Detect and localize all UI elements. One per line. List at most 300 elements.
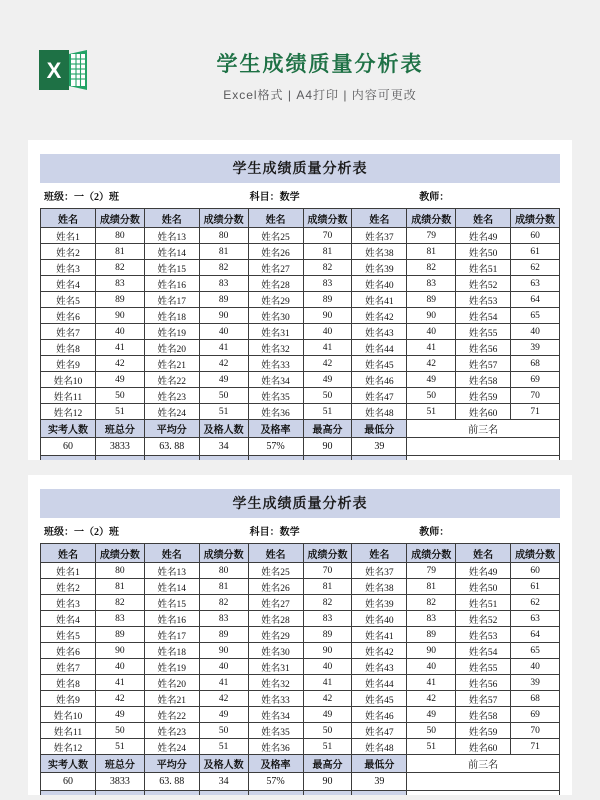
cell-student-name[interactable]: 姓名32 (248, 340, 303, 356)
summary-value[interactable]: 90 (303, 438, 352, 456)
summary-value[interactable]: 60 (41, 438, 96, 456)
cell-student-name[interactable]: 姓名34 (248, 372, 303, 388)
scores-table[interactable] (40, 208, 560, 460)
cell-score[interactable]: 82 (407, 595, 456, 611)
summary-label: 及格人数 (199, 420, 248, 438)
cell-student-name[interactable]: 姓名38 (352, 579, 407, 595)
page-banner (0, 0, 600, 130)
cell-score[interactable]: 68 (511, 356, 560, 372)
cell-student-name[interactable]: 姓名22 (144, 372, 199, 388)
cell-student-name[interactable]: 姓名27 (248, 595, 303, 611)
column-header: 成绩分数 (96, 209, 145, 228)
cell-score[interactable]: 40 (96, 659, 145, 675)
cell-student-name[interactable]: 姓名7 (41, 324, 96, 340)
cell-student-name[interactable]: 姓名20 (144, 340, 199, 356)
cell-score[interactable]: 82 (407, 260, 456, 276)
cell-score[interactable]: 42 (407, 691, 456, 707)
table-row (41, 611, 560, 627)
cell-score[interactable]: 82 (96, 595, 145, 611)
cell-student-name[interactable]: 姓名55 (456, 324, 511, 340)
column-header: 成绩分数 (511, 544, 560, 563)
column-header: 姓名 (456, 209, 511, 228)
cell-score[interactable]: 42 (303, 691, 352, 707)
cell-student-name[interactable]: 姓名14 (144, 579, 199, 595)
cell-score[interactable]: 62 (511, 260, 560, 276)
cell-student-name[interactable]: 姓名46 (352, 707, 407, 723)
summary-label: 平均分 (144, 755, 199, 773)
cell-student-name[interactable]: 姓名12 (41, 739, 96, 755)
cell-student-name[interactable]: 姓名52 (456, 276, 511, 292)
cell-student-name[interactable]: 姓名19 (144, 324, 199, 340)
cell-score[interactable]: 42 (199, 356, 248, 372)
cell-student-name[interactable]: 姓名49 (456, 228, 511, 244)
cell-score[interactable]: 50 (199, 723, 248, 739)
cell-student-name[interactable]: 姓名35 (248, 723, 303, 739)
sheet-card-2 (28, 475, 572, 795)
scores-table[interactable] (40, 543, 560, 795)
cell-student-name[interactable]: 姓名24 (144, 739, 199, 755)
cell-score[interactable]: 79 (407, 563, 456, 579)
cell-student-name[interactable]: 姓名36 (248, 739, 303, 755)
column-header: 姓名 (41, 544, 96, 563)
table-row (41, 707, 560, 723)
cell-student-name[interactable]: 姓名5 (41, 627, 96, 643)
cell-student-name[interactable]: 姓名53 (456, 627, 511, 643)
table-row (41, 691, 560, 707)
cell-student-name[interactable]: 姓名27 (248, 260, 303, 276)
cell-score[interactable]: 40 (407, 324, 456, 340)
summary-overflow-row (41, 791, 560, 796)
cell-score[interactable]: 83 (199, 276, 248, 292)
cell-score[interactable]: 64 (511, 292, 560, 308)
cell-student-name[interactable]: 姓名26 (248, 244, 303, 260)
cell-student-name[interactable]: 姓名52 (456, 611, 511, 627)
cell-student-name[interactable]: 姓名15 (144, 595, 199, 611)
cell-student-name[interactable]: 姓名39 (352, 260, 407, 276)
meta-teacher: 教师： (419, 527, 450, 538)
summary-top3-value[interactable] (407, 773, 560, 791)
cell-student-name[interactable]: 姓名33 (248, 356, 303, 372)
cell-student-name[interactable]: 姓名12 (41, 404, 96, 420)
cell-score[interactable]: 41 (407, 340, 456, 356)
cell-score[interactable]: 90 (96, 308, 145, 324)
cell-student-name[interactable]: 姓名46 (352, 372, 407, 388)
cell-student-name[interactable]: 姓名38 (352, 244, 407, 260)
cell-student-name[interactable]: 姓名60 (456, 739, 511, 755)
cell-score[interactable]: 51 (407, 739, 456, 755)
column-header: 成绩分数 (96, 544, 145, 563)
sheet-meta-row (40, 518, 560, 543)
cell-score[interactable]: 51 (407, 404, 456, 420)
cell-score[interactable]: 42 (407, 356, 456, 372)
cell-student-name[interactable]: 姓名44 (352, 340, 407, 356)
cell-student-name[interactable]: 姓名3 (41, 595, 96, 611)
cell-score[interactable]: 89 (303, 292, 352, 308)
cell-student-name[interactable]: 姓名15 (144, 260, 199, 276)
cell-score[interactable]: 81 (96, 579, 145, 595)
cell-score[interactable]: 89 (303, 627, 352, 643)
summary-value[interactable]: 39 (352, 773, 407, 791)
cell-student-name[interactable]: 姓名18 (144, 308, 199, 324)
cell-student-name[interactable]: 姓名21 (144, 691, 199, 707)
cell-score[interactable]: 90 (303, 308, 352, 324)
cell-score[interactable]: 80 (96, 228, 145, 244)
cell-student-name[interactable]: 姓名29 (248, 627, 303, 643)
cell-score[interactable]: 79 (407, 228, 456, 244)
cell-student-name[interactable]: 姓名54 (456, 643, 511, 659)
summary-overflow-row (41, 456, 560, 461)
cell-score[interactable]: 62 (511, 595, 560, 611)
cell-score[interactable]: 39 (511, 675, 560, 691)
cell-score[interactable]: 50 (96, 388, 145, 404)
cell-student-name[interactable]: 姓名26 (248, 579, 303, 595)
cell-score[interactable]: 89 (96, 627, 145, 643)
cell-score[interactable]: 41 (303, 340, 352, 356)
summary-value[interactable]: 3833 (96, 438, 145, 456)
cell-student-name[interactable]: 姓名58 (456, 707, 511, 723)
cell-score[interactable]: 70 (511, 388, 560, 404)
cell-score[interactable]: 82 (303, 595, 352, 611)
cell-score[interactable]: 61 (511, 579, 560, 595)
table-row (41, 563, 560, 579)
cell-score[interactable]: 83 (407, 611, 456, 627)
cell-score[interactable]: 69 (511, 707, 560, 723)
cell-score[interactable]: 69 (511, 372, 560, 388)
cell-score[interactable]: 60 (511, 228, 560, 244)
summary-top3-value[interactable] (407, 438, 560, 456)
cell-score[interactable]: 42 (303, 356, 352, 372)
cell-score[interactable]: 49 (199, 707, 248, 723)
cell-student-name[interactable]: 姓名58 (456, 372, 511, 388)
cell-student-name[interactable]: 姓名2 (41, 579, 96, 595)
cell-student-name[interactable]: 姓名59 (456, 388, 511, 404)
table-row (41, 372, 560, 388)
cell-score[interactable]: 90 (407, 308, 456, 324)
cell-student-name[interactable]: 姓名56 (456, 675, 511, 691)
cell-student-name[interactable]: 姓名11 (41, 723, 96, 739)
cell-score[interactable]: 90 (407, 643, 456, 659)
cell-score[interactable]: 40 (199, 324, 248, 340)
cell-score[interactable]: 82 (303, 260, 352, 276)
table-row (41, 723, 560, 739)
cell-score[interactable]: 81 (199, 579, 248, 595)
cell-score[interactable]: 40 (511, 659, 560, 675)
table-row (41, 324, 560, 340)
cell-score[interactable]: 39 (511, 340, 560, 356)
summary-top3-label: 前三名 (407, 420, 560, 438)
cell-score[interactable]: 80 (96, 563, 145, 579)
table-foot (41, 420, 560, 461)
cell-student-name[interactable]: 姓名16 (144, 611, 199, 627)
cell-student-name[interactable]: 姓名39 (352, 595, 407, 611)
cell-student-name[interactable]: 姓名37 (352, 563, 407, 579)
cell-score[interactable]: 49 (303, 372, 352, 388)
cell-score[interactable]: 63 (511, 611, 560, 627)
column-header: 成绩分数 (407, 209, 456, 228)
cell-student-name[interactable]: 姓名7 (41, 659, 96, 675)
summary-value[interactable]: 39 (352, 438, 407, 456)
cell-score[interactable]: 50 (303, 388, 352, 404)
table-head (41, 544, 560, 563)
cell-score[interactable]: 40 (407, 659, 456, 675)
cell-student-name[interactable]: 姓名29 (248, 292, 303, 308)
cell-score[interactable]: 40 (303, 659, 352, 675)
summary-value[interactable]: 63. 88 (144, 438, 199, 456)
summary-value-row (41, 773, 560, 791)
cell-student-name[interactable]: 姓名42 (352, 308, 407, 324)
summary-overflow-cell (352, 791, 407, 796)
cell-score[interactable]: 49 (407, 707, 456, 723)
table-body (41, 563, 560, 755)
cell-score[interactable]: 50 (303, 723, 352, 739)
cell-score[interactable]: 90 (96, 643, 145, 659)
summary-overflow-cell (199, 791, 248, 796)
cell-score[interactable]: 41 (407, 675, 456, 691)
cell-student-name[interactable]: 姓名32 (248, 675, 303, 691)
cell-student-name[interactable]: 姓名41 (352, 292, 407, 308)
cell-student-name[interactable]: 姓名16 (144, 276, 199, 292)
cell-student-name[interactable]: 姓名35 (248, 388, 303, 404)
cell-score[interactable]: 81 (199, 244, 248, 260)
cell-score[interactable]: 80 (199, 563, 248, 579)
cell-score[interactable]: 70 (303, 228, 352, 244)
cell-student-name[interactable]: 姓名3 (41, 260, 96, 276)
cell-student-name[interactable]: 姓名13 (144, 563, 199, 579)
cell-student-name[interactable]: 姓名30 (248, 308, 303, 324)
cell-student-name[interactable]: 姓名1 (41, 228, 96, 244)
cell-score[interactable]: 83 (303, 276, 352, 292)
cell-student-name[interactable]: 姓名54 (456, 308, 511, 324)
cell-score[interactable]: 82 (199, 260, 248, 276)
summary-value[interactable]: 60 (41, 773, 96, 791)
cell-score[interactable]: 71 (511, 739, 560, 755)
cell-score[interactable]: 40 (96, 324, 145, 340)
cell-score[interactable]: 80 (199, 228, 248, 244)
cell-score[interactable]: 82 (199, 595, 248, 611)
cell-score[interactable]: 41 (199, 675, 248, 691)
cell-student-name[interactable]: 姓名31 (248, 659, 303, 675)
cell-score[interactable]: 40 (511, 324, 560, 340)
cell-score[interactable]: 89 (407, 627, 456, 643)
cell-student-name[interactable]: 姓名47 (352, 388, 407, 404)
column-header: 成绩分数 (199, 209, 248, 228)
cell-student-name[interactable]: 姓名24 (144, 404, 199, 420)
cell-student-name[interactable]: 姓名28 (248, 276, 303, 292)
cell-student-name[interactable]: 姓名23 (144, 388, 199, 404)
summary-label: 班总分 (96, 755, 145, 773)
cell-student-name[interactable]: 姓名49 (456, 563, 511, 579)
cell-student-name[interactable]: 姓名43 (352, 659, 407, 675)
cell-score[interactable]: 49 (303, 707, 352, 723)
cell-score[interactable]: 41 (96, 675, 145, 691)
cell-student-name[interactable]: 姓名10 (41, 372, 96, 388)
cell-score[interactable]: 42 (96, 691, 145, 707)
cell-student-name[interactable]: 姓名25 (248, 228, 303, 244)
cell-score[interactable]: 83 (96, 611, 145, 627)
cell-score[interactable]: 61 (511, 244, 560, 260)
cell-score[interactable]: 63 (511, 276, 560, 292)
cell-score[interactable]: 89 (199, 292, 248, 308)
cell-score[interactable]: 81 (96, 244, 145, 260)
cell-score[interactable]: 50 (96, 723, 145, 739)
cell-student-name[interactable]: 姓名9 (41, 356, 96, 372)
cell-student-name[interactable]: 姓名28 (248, 611, 303, 627)
cell-score[interactable]: 90 (199, 643, 248, 659)
cell-score[interactable]: 64 (511, 627, 560, 643)
cell-student-name[interactable]: 姓名42 (352, 643, 407, 659)
cell-student-name[interactable]: 姓名30 (248, 643, 303, 659)
cell-student-name[interactable]: 姓名48 (352, 404, 407, 420)
cell-student-name[interactable]: 姓名4 (41, 611, 96, 627)
cell-student-name[interactable]: 姓名6 (41, 308, 96, 324)
cell-student-name[interactable]: 姓名45 (352, 691, 407, 707)
cell-student-name[interactable]: 姓名1 (41, 563, 96, 579)
cell-student-name[interactable]: 姓名6 (41, 643, 96, 659)
cell-score[interactable]: 82 (96, 260, 145, 276)
cell-score[interactable]: 51 (96, 404, 145, 420)
cell-student-name[interactable]: 姓名25 (248, 563, 303, 579)
cell-score[interactable]: 50 (199, 388, 248, 404)
cell-student-name[interactable]: 姓名56 (456, 340, 511, 356)
cell-student-name[interactable]: 姓名11 (41, 388, 96, 404)
summary-value[interactable]: 57% (248, 438, 303, 456)
cell-student-name[interactable]: 姓名40 (352, 276, 407, 292)
cell-score[interactable]: 50 (407, 723, 456, 739)
summary-label: 最低分 (352, 420, 407, 438)
cell-score[interactable]: 89 (96, 292, 145, 308)
table-row (41, 260, 560, 276)
cell-student-name[interactable]: 姓名50 (456, 244, 511, 260)
cell-score[interactable]: 42 (199, 691, 248, 707)
cell-score[interactable]: 51 (199, 404, 248, 420)
cell-student-name[interactable]: 姓名2 (41, 244, 96, 260)
cell-student-name[interactable]: 姓名8 (41, 675, 96, 691)
cell-score[interactable]: 90 (199, 308, 248, 324)
cell-student-name[interactable]: 姓名48 (352, 739, 407, 755)
cell-score[interactable]: 49 (96, 372, 145, 388)
cell-score[interactable]: 71 (511, 404, 560, 420)
table-row (41, 579, 560, 595)
cell-student-name[interactable]: 姓名5 (41, 292, 96, 308)
cell-score[interactable]: 65 (511, 308, 560, 324)
cell-score[interactable]: 81 (303, 579, 352, 595)
cell-score[interactable]: 60 (511, 563, 560, 579)
cell-student-name[interactable]: 姓名60 (456, 404, 511, 420)
cell-score[interactable]: 89 (407, 292, 456, 308)
cell-score[interactable]: 51 (199, 739, 248, 755)
cell-score[interactable]: 83 (199, 611, 248, 627)
cell-score[interactable]: 41 (303, 675, 352, 691)
summary-overflow-cell (96, 456, 145, 461)
cell-score[interactable]: 40 (303, 324, 352, 340)
cell-score[interactable]: 49 (407, 372, 456, 388)
cell-student-name[interactable]: 姓名47 (352, 723, 407, 739)
cell-student-name[interactable]: 姓名43 (352, 324, 407, 340)
cell-student-name[interactable]: 姓名45 (352, 356, 407, 372)
cell-student-name[interactable]: 姓名17 (144, 627, 199, 643)
cell-student-name[interactable]: 姓名41 (352, 627, 407, 643)
cell-score[interactable]: 89 (199, 627, 248, 643)
cell-student-name[interactable]: 姓名33 (248, 691, 303, 707)
summary-value[interactable]: 34 (199, 438, 248, 456)
cell-score[interactable]: 83 (407, 276, 456, 292)
cell-score[interactable]: 70 (511, 723, 560, 739)
cell-score[interactable]: 41 (96, 340, 145, 356)
meta-class: 班级：一（2）班 (44, 192, 119, 203)
cell-student-name[interactable]: 姓名34 (248, 707, 303, 723)
cell-student-name[interactable]: 姓名57 (456, 356, 511, 372)
summary-overflow-cell (144, 456, 199, 461)
cell-score[interactable]: 90 (303, 643, 352, 659)
cell-student-name[interactable]: 姓名57 (456, 691, 511, 707)
cell-student-name[interactable]: 姓名9 (41, 691, 96, 707)
cell-score[interactable]: 49 (96, 707, 145, 723)
cell-score[interactable]: 51 (303, 739, 352, 755)
sheet-title: 学生成绩质量分析表 (40, 489, 560, 518)
summary-value[interactable]: 57% (248, 773, 303, 791)
cell-student-name[interactable]: 姓名10 (41, 707, 96, 723)
cell-student-name[interactable]: 姓名22 (144, 707, 199, 723)
sheet-title: 学生成绩质量分析表 (40, 154, 560, 183)
column-header: 成绩分数 (511, 209, 560, 228)
cell-student-name[interactable]: 姓名4 (41, 276, 96, 292)
cell-student-name[interactable]: 姓名36 (248, 404, 303, 420)
cell-student-name[interactable]: 姓名50 (456, 579, 511, 595)
cell-student-name[interactable]: 姓名14 (144, 244, 199, 260)
cell-student-name[interactable]: 姓名51 (456, 595, 511, 611)
cell-score[interactable]: 70 (303, 563, 352, 579)
cell-student-name[interactable]: 姓名23 (144, 723, 199, 739)
cell-score[interactable]: 49 (199, 372, 248, 388)
cell-student-name[interactable]: 姓名37 (352, 228, 407, 244)
cell-score[interactable]: 83 (96, 276, 145, 292)
cell-score[interactable]: 51 (303, 404, 352, 420)
cell-student-name[interactable]: 姓名51 (456, 260, 511, 276)
cell-score[interactable]: 50 (407, 388, 456, 404)
summary-value[interactable]: 90 (303, 773, 352, 791)
summary-value[interactable]: 34 (199, 773, 248, 791)
cell-student-name[interactable]: 姓名59 (456, 723, 511, 739)
cell-student-name[interactable]: 姓名13 (144, 228, 199, 244)
cell-score[interactable]: 42 (96, 356, 145, 372)
cell-student-name[interactable]: 姓名8 (41, 340, 96, 356)
cell-score[interactable]: 81 (407, 244, 456, 260)
cell-student-name[interactable]: 姓名53 (456, 292, 511, 308)
cell-score[interactable]: 83 (303, 611, 352, 627)
cell-student-name[interactable]: 姓名31 (248, 324, 303, 340)
table-header-row (41, 209, 560, 228)
cell-student-name[interactable]: 姓名55 (456, 659, 511, 675)
cell-student-name[interactable]: 姓名18 (144, 643, 199, 659)
summary-label: 最高分 (303, 755, 352, 773)
cell-score[interactable]: 41 (199, 340, 248, 356)
cell-score[interactable]: 65 (511, 643, 560, 659)
cell-score[interactable]: 51 (96, 739, 145, 755)
cell-student-name[interactable]: 姓名20 (144, 675, 199, 691)
cell-score[interactable]: 81 (303, 244, 352, 260)
summary-value[interactable]: 3833 (96, 773, 145, 791)
cell-score[interactable]: 40 (199, 659, 248, 675)
cell-score[interactable]: 68 (511, 691, 560, 707)
cell-student-name[interactable]: 姓名19 (144, 659, 199, 675)
table-row (41, 739, 560, 755)
cell-score[interactable]: 81 (407, 579, 456, 595)
cell-student-name[interactable]: 姓名44 (352, 675, 407, 691)
cell-student-name[interactable]: 姓名21 (144, 356, 199, 372)
cell-student-name[interactable]: 姓名40 (352, 611, 407, 627)
summary-value[interactable]: 63. 88 (144, 773, 199, 791)
cell-student-name[interactable]: 姓名17 (144, 292, 199, 308)
